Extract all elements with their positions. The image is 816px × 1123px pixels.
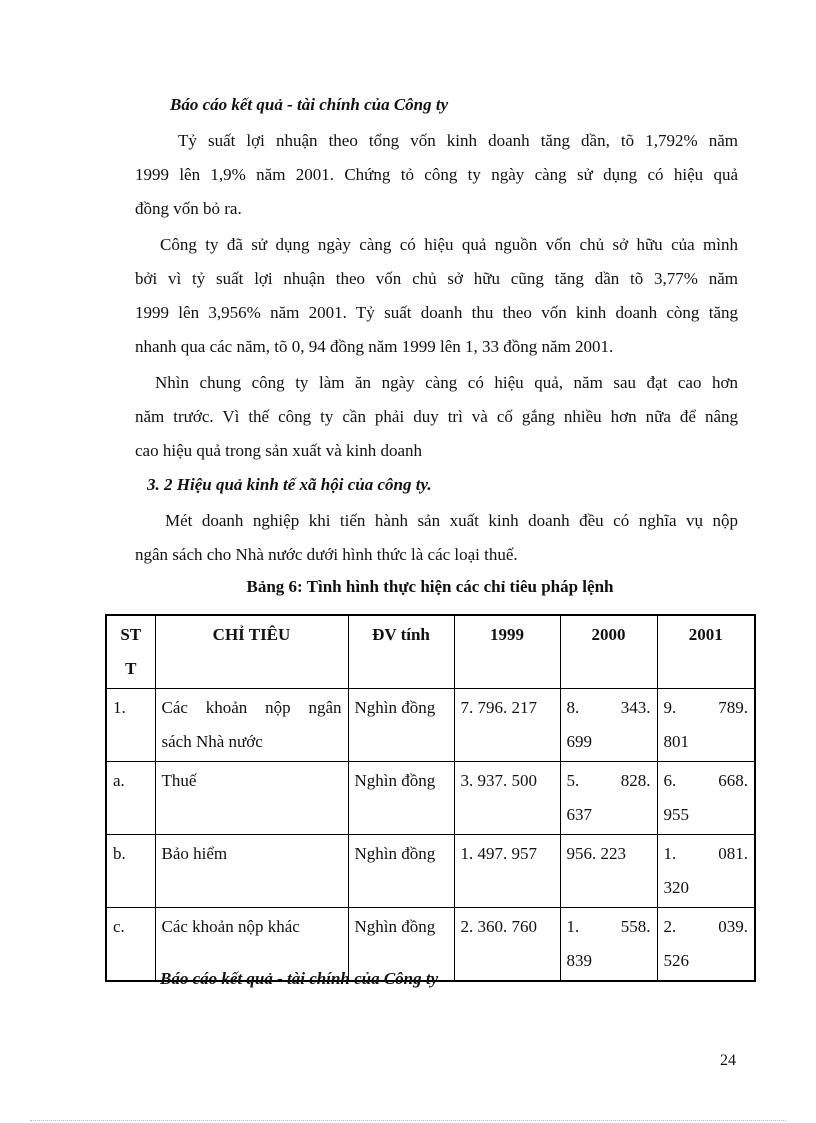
- para2-line3: 1999 lên 3,956% năm 2001. Tỷ suất doanh thu theo vốn kinh doanh còng tăng: [135, 303, 738, 322]
- page-number: 24: [720, 1052, 736, 1069]
- header-stt: ST T: [106, 615, 155, 689]
- header-2000: 2000: [560, 615, 657, 689]
- cell-1999: 3. 937. 500: [454, 762, 560, 835]
- cell-unit: Nghìn đồng: [348, 835, 454, 908]
- para2-line4: nhanh qua các năm, tõ 0, 94 đồng năm 1999 lên 1, 33 đồng năm 2001.: [135, 337, 614, 356]
- cell-2000: 956. 223: [560, 835, 657, 908]
- para1-line1: Tỷ suất lợi nhuận theo tổng vốn kinh doanh tăng dần, tõ 1,792% năm: [178, 131, 738, 150]
- header-unit: ĐV tính: [348, 615, 454, 689]
- cell-2001: 9. 789. 801: [657, 689, 755, 762]
- cell-2000: 1. 558. 839: [560, 908, 657, 982]
- cell-unit: Nghìn đồng: [348, 762, 454, 835]
- heading: Báo cáo kết quả - tài chính của Công ty: [170, 95, 449, 114]
- cell-unit: Nghìn đồng: [348, 689, 454, 762]
- para3-line3: cao hiệu quả trong sản xuất và kinh doanh: [135, 441, 423, 460]
- cell-indicator: Thuế: [155, 762, 348, 835]
- cell-unit: Nghìn đồng: [348, 908, 454, 982]
- para2-line1: Công ty đã sử dụng ngày càng có hiệu quả nguồn vốn chủ sở hữu của mình: [160, 235, 738, 254]
- header-2001: 2001: [657, 615, 755, 689]
- cell-indicator: Các khoản nộp khác: [155, 908, 348, 982]
- cell-indicator: Bảo hiểm: [155, 835, 348, 908]
- table-row: [106, 762, 755, 835]
- footer-divider: [30, 1120, 786, 1121]
- para2-line2: bởi vì tỷ suất lợi nhuận theo vốn chủ sở hữu cũng tăng dần tõ 3,77% năm: [135, 269, 738, 288]
- cell-2001: 2. 039. 526: [657, 908, 755, 982]
- header-1999: 1999: [454, 615, 560, 689]
- cell-2000: 8. 343. 699: [560, 689, 657, 762]
- para4-line2: ngân sách cho Nhà nước dưới hình thức là các loại thuế.: [135, 545, 518, 564]
- table-header-row: [106, 615, 755, 689]
- cell-stt: a.: [106, 762, 155, 835]
- section-heading: 3. 2 Hiệu quả kinh tế xã hội của công ty.: [147, 475, 432, 494]
- cell-2001: 6. 668. 955: [657, 762, 755, 835]
- para1-line3: đồng vốn bỏ ra.: [135, 199, 242, 218]
- cell-indicator: Các khoản nộp ngân sách Nhà nước: [155, 689, 348, 762]
- para4-line1: Mét doanh nghiệp khi tiến hành sản xuất kinh doanh đều có nghĩa vụ nộp: [165, 511, 738, 530]
- cell-stt: b.: [106, 835, 155, 908]
- table-caption: Bảng 6: Tình hình thực hiện các chỉ tiêu pháp lệnh: [246, 577, 614, 596]
- cell-2001: 1. 081. 320: [657, 835, 755, 908]
- indicator-table: [105, 614, 756, 982]
- footer-note: Báo cáo kết quả - tài chính của Công ty: [160, 969, 439, 988]
- para1-line2: 1999 lên 1,9% năm 2001. Chứng tỏ công ty ngày càng sử dụng có hiệu quả: [135, 165, 738, 184]
- table-row: [106, 689, 755, 762]
- para3-line1: Nhìn chung công ty làm ăn ngày càng có hiệu quả, năm sau đạt cao hơn: [155, 373, 738, 392]
- para3-line2: năm trước. Vì thế công ty cần phải duy trì và cố gắng nhiều hơn nữa để nâng: [135, 407, 738, 426]
- header-indicator: CHỈ TIÊU: [155, 615, 348, 689]
- cell-1999: 1. 497. 957: [454, 835, 560, 908]
- cell-2000: 5. 828. 637: [560, 762, 657, 835]
- cell-stt: 1.: [106, 689, 155, 762]
- cell-1999: 7. 796. 217: [454, 689, 560, 762]
- table-row: [106, 835, 755, 908]
- cell-1999: 2. 360. 760: [454, 908, 560, 982]
- cell-stt: c.: [106, 908, 155, 982]
